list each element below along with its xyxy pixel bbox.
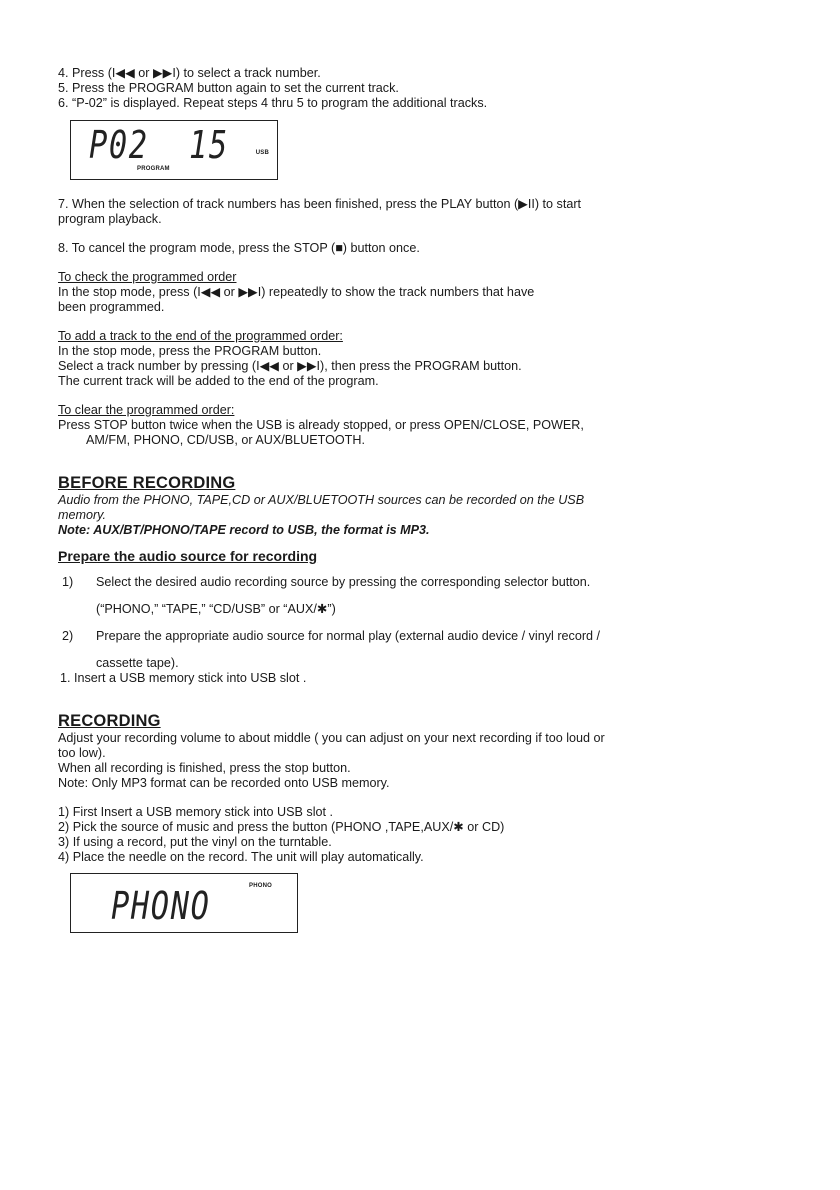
recording-step-3: 3) If using a record, put the vinyl on the turntable. (58, 835, 332, 849)
prepare-item-2-continued: cassette tape). (96, 656, 179, 670)
lcd-program-number: P02 (89, 123, 149, 167)
lcd-display-phono (70, 873, 298, 933)
clear-order-heading: To clear the programmed order: (58, 403, 235, 417)
prepare-item-2-number: 2) (62, 629, 74, 643)
prepare-item-1-number: 1) (62, 575, 74, 589)
before-recording-line-2: memory. (58, 508, 107, 522)
clear-order-line-2: AM/FM, PHONO, CD/USB, or AUX/BLUETOOTH. (86, 433, 365, 447)
clear-order-line-1: Press STOP button twice when the USB is already stopped, or press OPEN/CLOSE, POWER, (58, 418, 584, 432)
recording-step-1: 1) First Insert a USB memory stick into USB slot . (58, 805, 334, 819)
step-4: 4. Press (I◀◀ or ▶▶I) to select a track number. (58, 66, 321, 80)
add-track-line-3: The current track will be added to the end of the program. (58, 374, 379, 388)
prepare-item-insert-usb: 1. Insert a USB memory stick into USB slot . (60, 671, 307, 685)
check-order-line-2: been programmed. (58, 300, 165, 314)
step-6: 6. “P-02” is displayed. Repeat steps 4 thru 5 to program the additional tracks. (58, 96, 488, 110)
lcd-phono-indicator: PHONO (249, 883, 273, 889)
prepare-item-2-text: Prepare the appropriate audio source for normal play (external audio device / vinyl record / (96, 629, 601, 643)
before-recording-heading: BEFORE RECORDING (58, 474, 236, 492)
check-order-line-1: In the stop mode, press (I◀◀ or ▶▶I) repeatedly to show the track numbers that have (58, 285, 535, 299)
prepare-item-2 (58, 629, 788, 644)
step-7-line-1: 7. When the selection of track numbers has been finished, press the PLAY button (▶II) to start (58, 197, 582, 211)
step-8: 8. To cancel the program mode, press the STOP (■) button once. (58, 241, 420, 255)
step-7-line-2: program playback. (58, 212, 162, 226)
recording-step-2: 2) Pick the source of music and press the button (PHONO ,TAPE,AUX/✱ or CD) (58, 820, 505, 834)
recording-line-3: When all recording is finished, press the stop button. (58, 761, 351, 775)
recording-line-4: Note: Only MP3 format can be recorded onto USB memory. (58, 776, 390, 790)
prepare-item-1-text: Select the desired audio recording source by pressing the corresponding selector button. (96, 575, 591, 589)
add-track-line-1: In the stop mode, press the PROGRAM button. (58, 344, 322, 358)
recording-line-1: Adjust your recording volume to about middle ( you can adjust on your next recording if too loud or (58, 731, 605, 745)
lcd-usb-indicator: USB (255, 150, 269, 156)
before-recording-note: Note: AUX/BT/PHONO/TAPE record to USB, the format is MP3. (58, 523, 430, 537)
manual-page (58, 66, 788, 933)
lcd-phono-text: PHONO (111, 884, 211, 928)
add-track-line-2: Select a track number by pressing (I◀◀ or ▶▶I), then press the PROGRAM button. (58, 359, 522, 373)
before-recording-line-1: Audio from the PHONO, TAPE,CD or AUX/BLUETOOTH sources can be recorded on the USB (58, 493, 585, 507)
add-track-heading: To add a track to the end of the programmed order: (58, 329, 343, 343)
lcd-program-indicator: PROGRAM (137, 166, 170, 172)
prepare-source-heading: Prepare the audio source for recording (58, 548, 318, 564)
step-5: 5. Press the PROGRAM button again to set the current track. (58, 81, 399, 95)
lcd-track-number: 15 (189, 123, 229, 167)
check-order-heading: To check the programmed order (58, 270, 237, 284)
recording-line-2: too low). (58, 746, 106, 760)
recording-step-4: 4) Place the needle on the record. The unit will play automatically. (58, 850, 424, 864)
prepare-item-1-continued: (“PHONO,” “TAPE,” “CD/USB” or “AUX/✱”) (96, 602, 336, 616)
prepare-item-1 (58, 575, 788, 590)
recording-heading: RECORDING (58, 712, 161, 730)
lcd-display-program (70, 120, 278, 180)
